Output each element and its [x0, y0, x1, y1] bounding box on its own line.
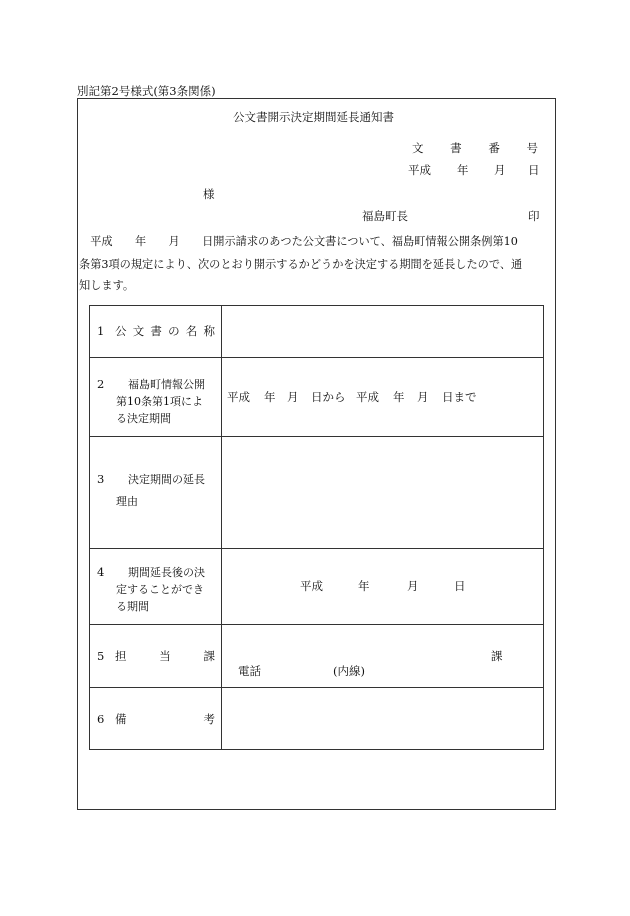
row-divider — [90, 687, 543, 688]
period-from-day: 日から — [311, 390, 346, 404]
label-char: の — [168, 324, 180, 338]
row-number: 3 — [97, 472, 105, 486]
label-char: 当 — [159, 649, 171, 663]
label-char: 書 — [150, 324, 162, 338]
label-line: 決定期間の延長 — [128, 473, 205, 486]
period-to-era: 平成 — [356, 390, 379, 404]
row-divider — [90, 548, 543, 549]
period-from-era: 平成 — [227, 390, 250, 404]
body-line-1: 平成 年 月 日開示請求のあつた公文書について、福島町情報公開条例第10 — [79, 235, 518, 248]
period-to-day: 日まで — [442, 390, 477, 404]
document-title: 公文書開示決定期間延長通知書 — [233, 110, 394, 124]
label-char: 公 — [115, 324, 127, 338]
row-number: 6 — [97, 712, 105, 726]
sender-name: 福島町長 — [362, 209, 408, 223]
date-month: 月 — [494, 163, 506, 177]
label-char: 文 — [132, 324, 145, 338]
body-line-3: 知します。 — [79, 279, 135, 292]
label-char: 担 — [115, 649, 127, 663]
doc-number-char: 号 — [526, 141, 538, 155]
details-table — [89, 305, 544, 750]
extended-period-value — [300, 578, 500, 595]
label-line: 第10条第1項によ — [116, 395, 203, 408]
issue-date — [408, 162, 538, 178]
extended-year: 年 — [358, 579, 370, 593]
row-divider — [90, 436, 543, 437]
label-line: 定することができ — [116, 583, 204, 596]
row-number: 4 — [97, 565, 105, 579]
label-char: 課 — [203, 649, 215, 663]
row-number: 5 — [97, 649, 105, 663]
row-label-document-name — [115, 323, 215, 340]
department-suffix: 課 — [491, 649, 503, 663]
row-label-extension-reason — [116, 471, 218, 510]
label-char: 称 — [203, 324, 215, 338]
column-divider — [221, 306, 222, 749]
document-number-label — [412, 140, 538, 156]
row-label-department — [115, 648, 215, 665]
label-line: 福島町情報公開 — [128, 378, 205, 391]
period-from-year: 年 — [264, 390, 276, 404]
phone-label: 電話 — [238, 664, 261, 678]
row-divider — [90, 624, 543, 625]
doc-number-char: 書 — [450, 141, 462, 155]
extended-month: 月 — [407, 579, 419, 593]
extended-era: 平成 — [300, 579, 323, 593]
row-divider — [90, 357, 543, 358]
period-from-month: 月 — [287, 390, 299, 404]
seal-mark: 印 — [528, 209, 540, 223]
label-line: 期間延長後の決 — [128, 566, 205, 579]
label-char: 備 — [115, 712, 127, 726]
row-label-decision-period — [116, 376, 218, 427]
date-year: 年 — [457, 163, 469, 177]
body-line-2: 条第3項の規定により、次のとおり開示するかどうかを決定する期間を延長したので、通 — [79, 258, 523, 271]
label-char: 考 — [203, 712, 215, 726]
extended-day: 日 — [454, 579, 466, 593]
row-number: 2 — [97, 377, 105, 391]
date-era: 平成 — [408, 163, 431, 177]
extension-label: (内線) — [333, 664, 365, 678]
date-day: 日 — [528, 163, 540, 177]
form-label: 別記第2号様式(第3条関係) — [77, 84, 216, 98]
label-char: 名 — [185, 324, 198, 338]
period-to-year: 年 — [393, 390, 405, 404]
label-line: る期間 — [116, 600, 149, 613]
decision-period-value — [227, 389, 527, 406]
row-label-extended-period — [116, 564, 218, 615]
doc-number-char: 番 — [488, 141, 500, 155]
period-to-month: 月 — [417, 390, 429, 404]
row-number: 1 — [97, 324, 105, 338]
label-line: 理由 — [116, 495, 138, 508]
doc-number-char: 文 — [412, 141, 424, 155]
label-line: る決定期間 — [116, 412, 171, 425]
row-label-remarks — [115, 711, 215, 728]
addressee-suffix: 様 — [203, 187, 215, 201]
